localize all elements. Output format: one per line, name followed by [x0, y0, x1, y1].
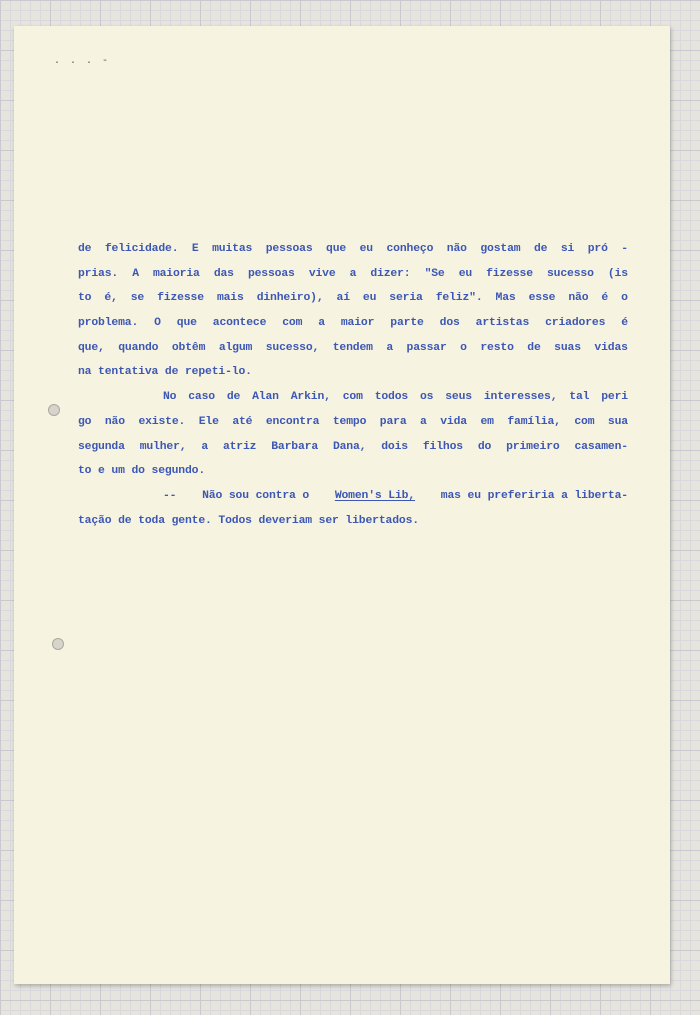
- line-text: to e um do segundo.: [78, 465, 206, 478]
- word: tendem: [332, 341, 373, 354]
- word: Ele: [198, 415, 219, 428]
- word: Barbara: [271, 440, 319, 453]
- word: atriz: [222, 440, 257, 453]
- word: felicidade.: [104, 243, 179, 255]
- text-line: [78, 509, 628, 534]
- text-line: [78, 360, 628, 385]
- word: (is: [607, 267, 628, 280]
- word: peri: [601, 391, 628, 404]
- word: Mas: [495, 292, 516, 305]
- word: dois: [381, 440, 408, 453]
- word: de: [527, 341, 541, 354]
- word: os: [420, 391, 434, 404]
- word: aí: [336, 292, 350, 305]
- word: com: [574, 415, 595, 428]
- word: sucesso: [547, 267, 594, 280]
- word: artistas: [475, 317, 530, 330]
- word: a: [201, 440, 209, 453]
- word: criadores: [545, 317, 606, 330]
- word: primeiro: [506, 440, 560, 453]
- word: suas: [554, 341, 581, 354]
- word: a: [420, 415, 427, 428]
- word: família,: [507, 415, 561, 428]
- word: tal: [569, 391, 590, 404]
- word: todos: [374, 391, 409, 404]
- text-line: [78, 286, 628, 311]
- word: E: [191, 243, 199, 255]
- word: to: [78, 292, 92, 305]
- word: eu: [362, 292, 377, 305]
- word: não: [446, 243, 467, 255]
- word: pessoas: [265, 243, 313, 255]
- word: interesses,: [483, 391, 558, 404]
- word: com: [282, 317, 303, 330]
- word: maior: [340, 317, 375, 330]
- word: No: [163, 391, 177, 404]
- word: a: [386, 341, 394, 354]
- word: é,: [104, 292, 118, 305]
- word: resto: [480, 341, 514, 354]
- word: -: [621, 243, 628, 255]
- word: conheço: [386, 243, 434, 255]
- word: não: [104, 415, 125, 428]
- word: vidas: [594, 341, 628, 354]
- word: de: [533, 243, 548, 255]
- text-line: [78, 311, 628, 336]
- word: é: [621, 317, 628, 330]
- word: mais: [216, 292, 244, 305]
- word: Alan: [252, 391, 279, 404]
- word: até: [232, 415, 253, 428]
- punch-hole-upper: [48, 404, 60, 416]
- word: dos: [439, 317, 460, 330]
- word: vive: [308, 267, 336, 280]
- word: gostam: [480, 243, 521, 255]
- typed-text-body: [78, 237, 628, 533]
- word: a: [349, 267, 357, 280]
- word: para: [379, 415, 407, 428]
- word: si: [560, 243, 575, 255]
- word: com: [342, 391, 363, 404]
- word: é: [601, 292, 609, 305]
- text-line: [78, 459, 628, 484]
- word: seus: [445, 391, 472, 404]
- word: mulher,: [139, 440, 187, 453]
- word: dizer:: [370, 267, 411, 280]
- word: prias.: [78, 267, 119, 280]
- word: Dana,: [332, 440, 367, 453]
- word: de: [78, 243, 92, 255]
- word: eu: [458, 267, 473, 280]
- word: não: [568, 292, 589, 305]
- punch-hole-lower: [52, 638, 64, 650]
- word: dinheiro),: [256, 292, 324, 305]
- word: go: [78, 415, 92, 428]
- underlined-text: Women's Lib,: [334, 489, 416, 502]
- word: sucesso,: [265, 341, 320, 354]
- word: o: [621, 292, 628, 305]
- line-text: mas eu preferiria a liberta-: [440, 489, 628, 502]
- text-line: [78, 385, 628, 410]
- word: esse: [528, 292, 556, 305]
- line-text: tação de toda gente. Todos deveriam ser libertados.: [78, 514, 419, 527]
- word: casamen-: [574, 440, 628, 453]
- text-line: [78, 336, 628, 361]
- word: caso: [188, 391, 215, 404]
- word: filhos: [422, 440, 463, 453]
- word: se: [130, 292, 145, 305]
- text-line: [78, 484, 628, 509]
- word: parte: [390, 317, 424, 330]
- dialogue-dash: --: [163, 489, 177, 502]
- word: O: [154, 317, 161, 330]
- word: que: [326, 243, 347, 255]
- word: passar: [406, 341, 447, 354]
- word: eu: [359, 243, 373, 255]
- line-text: na tentativa de repeti-lo.: [78, 366, 252, 379]
- typewritten-page: [14, 26, 670, 984]
- word: segunda: [78, 440, 125, 453]
- text-line: [78, 435, 628, 460]
- word: seria: [389, 292, 423, 305]
- line-text: Não sou contra o: [202, 489, 310, 502]
- word: sua: [607, 415, 628, 428]
- word: das: [213, 267, 234, 280]
- word: Arkin,: [290, 391, 331, 404]
- word: encontra: [265, 415, 320, 428]
- word: A: [132, 267, 139, 280]
- word: vida: [440, 415, 467, 428]
- text-line: [78, 410, 628, 435]
- word: feliz".: [435, 292, 483, 305]
- word: "Se: [424, 267, 445, 280]
- word: pessoas: [247, 267, 295, 280]
- word: do: [477, 440, 492, 453]
- word: fizesse: [486, 267, 533, 280]
- page-corner-mark: . . . -: [54, 56, 111, 67]
- word: acontece: [212, 317, 267, 330]
- word: maioria: [152, 267, 200, 280]
- word: a: [318, 317, 325, 330]
- word: em: [480, 415, 494, 428]
- word: problema.: [78, 317, 139, 330]
- word: existe.: [138, 415, 186, 428]
- word: que: [176, 317, 197, 330]
- word: de: [226, 391, 241, 404]
- word: pró: [587, 243, 608, 255]
- word: quando: [118, 341, 159, 354]
- word: muitas: [212, 243, 253, 255]
- word: que,: [78, 341, 105, 354]
- word: obtêm: [171, 341, 206, 354]
- word: tempo: [332, 415, 367, 428]
- text-line: [78, 237, 628, 262]
- word: fizesse: [157, 292, 204, 305]
- text-line: [78, 262, 628, 287]
- word: o: [460, 341, 467, 354]
- word: algum: [218, 341, 253, 354]
